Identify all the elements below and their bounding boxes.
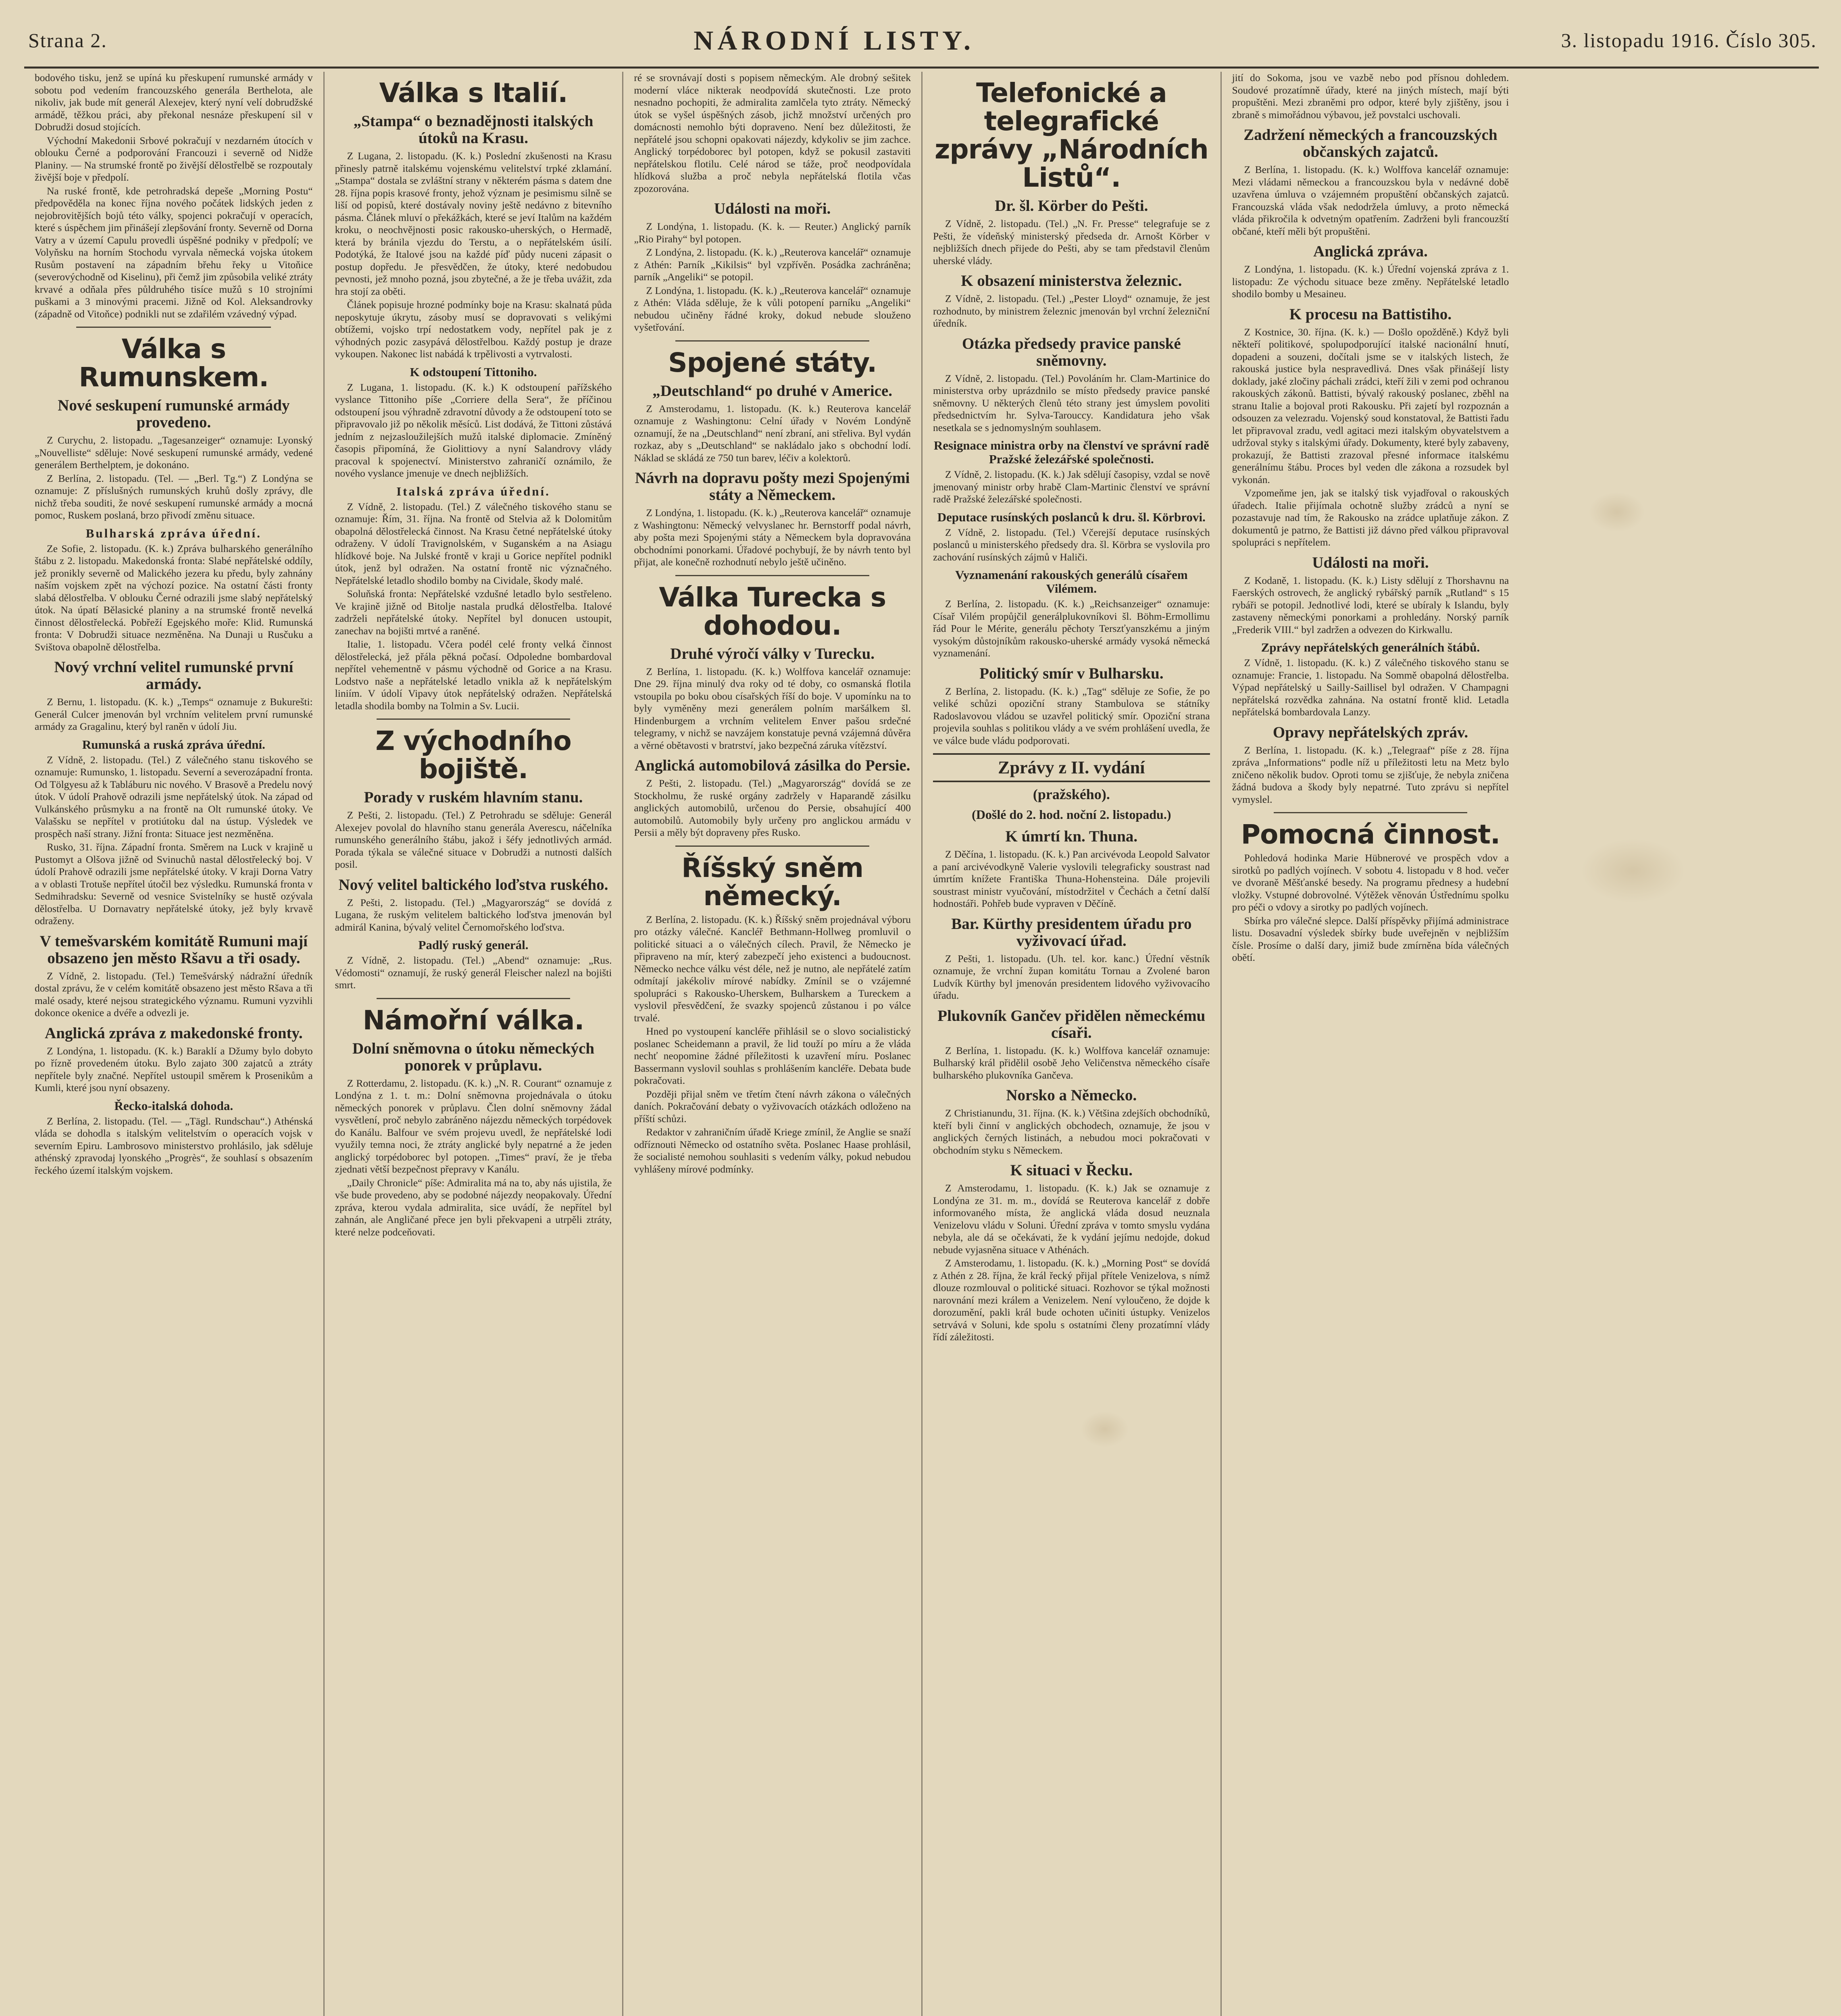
paragraph: Ze Sofie, 2. listopadu. (K. k.) Zpráva bulharského generálního štábu z 2. listopadu. Makedonská fronta: Slabé nepřátelské oddíly, jež pronikly severně od Malického jezera ku předu, byly zahnány naším vojskem zpět na výchozí pozice. Na ostatní části fronty slabá dělostřelba. V oblouku Černé odrazili jsme slabý nepřátelský útok. Na úpatí Bělasické planiny a na strumské frontě nevelká činnost dělostřelecká. Pobřeží Egejského moře: Klid. Rumunská fronta: V Dobrudži situace nezměněna. Na Dunaji u Rusčuku a Svištova obapolně dělostřelba.: [35, 542, 313, 653]
paragraph: Z Amsterodamu, 1. listopadu. (K. k.) Reuterova kancelář oznamuje z Washingtonu: Celní úřady v Novém Londýně oznamují, že na „Deutschland“ není zbraní, ani střeliva. Byl vydán rozkaz, aby s „Deutschland“ se nakládalo jako s obchodní lodí. Náklad se skládá ze 750 tun barev, léčiv a kolektorů.: [634, 402, 911, 464]
separator: [675, 340, 869, 342]
subheading: V temešvarském komitátě Rumuni mají obsazeno jen město Ršavu a tři osady.: [40, 932, 308, 967]
headline-namorni-valka: Námořní válka.: [362, 1004, 584, 1036]
subheading: Bar. Kürthy presidentem úřadu pro vyživovací úřad.: [951, 915, 1192, 950]
subheading: Bulharská zpráva úřední.: [85, 526, 262, 540]
column-3: [622, 72, 921, 2016]
paragraph: Na ruské frontě, kde petrohradská depeše „Morning Postu“ předpověděla na konec října nového počátek lidských jeden z nejobrovitějších bojů této války, spojenci pokračují v operacích, které s úspěchem jim přinášejí zlepšování fronty. Severně od Dorna Vatry a v území Capulu provedli úspěšné podniky v předpolí; ve Volyňsku na horním Stochodu vyrvala německá vojska útokem Rusům postavení na západním břehu řeky u Vitoňice (severovýchodně od Kiselinu), při čemž jim způsobila veliké ztráty krvavé a odňala přes půldruhého tisíce mužů s 10 strojními puškami a 3 minovými pracemi. Jižně od Kol. Aleksandrovky (západně od Vitoňce) podnikli nut se zdařilém vzávedný výpad.: [35, 185, 313, 320]
paragraph: Z Pešti, 1. listopadu. (Uh. tel. kor. kanc.) Úřední věstník oznamuje, že vrchní župan komitátu Tornau a Zvolené baron Ludvík Kürthy byl jmenován presidentem lidového vyživovacího úřadu.: [933, 952, 1210, 1001]
headline-risky-snem: Říšský sněm německý.: [681, 852, 864, 912]
paragraph: Z Berlína, 1. listopadu. (K. k.) „Telegraaf“ píše z 28. října zpráva „Informations“ podle níž u příležitosti letu na Metz bylo zničeno několik budov. Oproti tomu se zjišťuje, že nebyla zničena žádná budova a škody byly nepatrné. Tuto zprávu si nepřítel vymyslel.: [1232, 744, 1509, 805]
separator: [1274, 812, 1468, 813]
subheading: Otázka předsedy pravice panské sněmovny.: [962, 335, 1181, 369]
paragraph: Z Vídně, 2. listopadu. (Tel.) Z válečného tiskového stanu se oznamuje: Řím, 31. října. Na frontě od Stelvia až k Dolomitům obapolná dělostřelecká činnost. Na Krasu četné nepřátelské útoky odraženy. V údolí Travignolském, v Suganském a na Asiagu hlídkové boje. Na Julské frontě v kraji u Gorice nepřítel podnikl útok, jenž byl odražen. Na ostatní frontě nic význačného. Nepřátelské letadlo shodilo bomby na Cividale, škody malé.: [335, 500, 612, 586]
subheading: Politický smír v Bulharsku.: [979, 664, 1164, 682]
paragraph: Z Lugana, 1. listopadu. (K. k.) K odstoupení pařížského vyslance Tittoniho píše „Corriere della Sera“, že příčinou odstoupení jsou výhradně zdravotní důvody a že odstoupení toto se připravovalo již po několik měsíců. List dodává, že Tittoni zůstává jedním z nejzasloužilejších mužů italské diplomacie. Zmíněný časopis připomíná, že Giolittiovy a nyní Salandrovy vlády pracoval k spojenectví. Ministerstvo zahraničí oznámilo, že nového vyslance jmenuje ve dnech nejbližších.: [335, 381, 612, 479]
subheading: Padlý ruský generál.: [418, 938, 529, 952]
paragraph: Sbírka pro válečné slepce. Další příspěvky přijímá administrace listu. Dosavadní výsledek sbírky bude uveřejněn v nejbližším čísle. Prosíme o další dary, jimiž bude zmírněna bída válečných obětí.: [1232, 914, 1509, 963]
paragraph: Z Kodaně, 1. listopadu. (K. k.) Listy sdělují z Thorshavnu na Faerských ostrovech, že anglický rybářský parník „Rutland“ s 15 rybáři se potopil. Jednotlivé lodi, které se ubíraly k Islandu, byly zastaveny německými ponorkami a prohledány. Norský parník „Frederik VIII.“ byl zadržen a odvezen do Kirkwallu.: [1232, 574, 1509, 635]
paragraph: Z Děčína, 1. listopadu. (K. k.) Pan arcivévoda Leopold Salvator a paní arcivévodkyně Valerie vyslovili telegraficky soustrast nad úmrtím knížete Františka Thuna-Hohensteina. Dále projevili soustrast ministr vyučování, místodržitel v Čechách a četní další hodnostáři. Pohřeb bude vypraven v Děčíně.: [933, 848, 1210, 909]
headline-italie: Válka s Italií.: [379, 77, 568, 108]
subheading: Dolní sněmovna o útoku německých ponorek v průplavu.: [352, 1039, 595, 1074]
headline-spojene-staty: Spojené státy.: [668, 347, 877, 378]
subheading: K odstoupení Tittoniho.: [410, 364, 537, 379]
masthead-rule: [24, 67, 1819, 69]
paragraph: Z Londýna, 1. listopadu. (K. k. — Reuter.) Anglický parník „Rio Pirahy“ byl potopen.: [634, 221, 911, 245]
paragraph: Z Londýna, 2. listopadu. (K. k.) „Reuterova kancelář“ oznamuje z Athén: Parník „Kikilsis“ byl vzpřívěn. Posádka zachráněna; parník „Angeliki“ se potopil.: [634, 246, 911, 283]
paragraph: Z Londýna, 1. listopadu. (K. k.) „Reuterova kancelář“ oznamuje z Washingtonu: Německý velvyslanec hr. Bernstorff podal návrh, aby pošta mezi Spojenými státy a Německem byla dopravována obchodními ponorkami. Úřadové pochybují, že by návrh tento byl přijat, ale konečně rozhodnutí nebylo ještě učiněno.: [634, 507, 911, 568]
paragraph: Z Berlína, 2. listopadu. (Tel. — „Tägl. Rundschau“.) Athénská vláda se dohodla s italským velitelstvím o operacích vojsk v severním Epiru. Lambrosovo ministerstvo prohlásilo, jak sděluje athénský zpravodaj lyonského „Progrès“, že souhlasí s obsazením řeckého území italským vojskem.: [35, 1115, 313, 1176]
subheading: Opravy nepřátelských zpráv.: [1272, 723, 1468, 741]
subheading: Anglická zpráva.: [1313, 243, 1428, 260]
paragraph: Z Christianundu, 31. října. (K. k.) Většina zdejších obchodníků, kteří byli činní v anglických obchodech, oznamuje, že jsou v anglických černých listinách, a nebudou moci pokračovati v obchodním styku s Německem.: [933, 1107, 1210, 1156]
second-edition-banner: Zprávy z II. vydání: [933, 753, 1210, 782]
subheading: Zprávy nepřátelských generálních štábů.: [1261, 640, 1480, 654]
subheading: Porady v ruském hlavním stanu.: [364, 789, 583, 806]
paragraph: ré se srovnávají dosti s popisem německým. Ale drobný sešitek moderní vláce nikterak neodpovídá skutečnosti. Lze proto nesnadno pochopiti, že admiralita zamlčela tyto ztráty. Německý útok se vyšel úspěšných zásob, jichž množství určených pro domácnosti nemohlo býti dopraveno. Není bez důležitosti, že nepřátelé jsou schopni opakovati nájezdy, kdykoliv se jim zachce. Anglický torpédoborec byl potopen, když se pokusil zastaviti nepřátelskou flotilu. Celé národ se táže, proč neodpovídala hlídková služba a proč nebyla nepřátelská flotila včas zpozorována.: [634, 72, 911, 194]
separator: [675, 846, 869, 847]
paragraph: Z Amsterodamu, 1. listopadu. (K. k.) „Morning Post“ se dovídá z Athén z 28. října, že král řecký přijal přítele Venizelova, s nímž dlouze rozmlouval o politické situaci. Rozhovor se týkal možnosti narovnání mezi králem a Venizelem. Není vyloučeno, že dojde k dorozumění, pakli král bude ochoten učiniti ústupky. Venizelos setrvává v Soluni, kde spolu s ostatními členy prozatímní vlády řídí záležitosti.: [933, 1257, 1210, 1343]
masthead: [28, 16, 1817, 65]
headline-vychodni-bojiste: Z východního bojiště.: [375, 725, 571, 785]
paragraph: Z Londýna, 1. listopadu. (K. k.) Úřední vojenská zpráva z 1. listopadu: Ze východu situace beze změny. Nepřátelské letadlo shodilo bomby u Mesaineu.: [1232, 263, 1509, 300]
column-4: [921, 72, 1220, 2016]
page-number: Strana 2.: [28, 29, 107, 52]
separator: [377, 998, 571, 999]
separator: [377, 719, 571, 720]
subheading: Resignace ministra orby na členství ve správní radě Pražské železářské společnosti.: [933, 438, 1209, 466]
paragraph: Redaktor v zahraničním úřadě Kriege zmínil, že Anglie se snaží odříznouti Německo od ostatního světa. Poslanec Haase prohlásil, že socialisté nemohou souhlasiti s vedením války, pokud nebudou vyhlášeny mírové podmínky.: [634, 1126, 911, 1175]
subheading: Zadržení německých a francouzských občanských zajatců.: [1243, 126, 1497, 160]
subheading: Druhé výročí války v Turecku.: [670, 645, 875, 662]
subheading: „Deutschland“ po druhé v Americe.: [652, 382, 893, 400]
paragraph: Z Vídně, 1. listopadu. (K. k.) Z válečného tiskového stanu se oznamuje: Francie, 1. listopadu. Na Sommě obapolná dělostřelba. Výpad nepřátelský u Sailly-Saillisel byl odražen. V Champagni nepřátelská rozvědka zahnána. Na ostatní frontě klid. Letadla nepřátelská bombardovala Lanzy.: [1232, 657, 1509, 718]
subheading: Řecko-italská dohoda.: [114, 1098, 233, 1113]
subheading: Nový velitel baltického loďstva ruského.: [338, 876, 608, 893]
column-2: [323, 72, 623, 2016]
subheading: K situaci v Řecku.: [1010, 1162, 1133, 1179]
paragraph: Z Berlína, 2. listopadu. (K. k.) „Tag“ sděluje ze Sofie, že po veliké schůzi opoziční strany Stambulova se státníky Radoslavovou vládou se uzavřel politický smír. Opoziční strana projevila souhlas s politikou vlády a ve svém prohlášení uvedla, že ve válce bude vládu podporovati.: [933, 685, 1210, 746]
headline-pomocna-cinnost: Pomocná činnost.: [1241, 819, 1500, 850]
paragraph: Z Vídně, 2. listopadu. (Tel.) „Abend“ oznamuje: „Rus. Védomosti“ oznamují, že ruský generál Fleischer nalezl na bojišti smrt.: [335, 954, 612, 991]
paragraph: Z Vídně, 2. listopadu. (Tel.) Z válečného stanu tiskového se oznamuje: Rumunsko, 1. listopadu. Severní a severozápadní fronta. Od Tölgyesu až k Tabláburu nic nového. V Brasově a Predelu nový útok. V údolí Prahově odrazili jsme nepřátelský útok. Na západ od Vulkánského průsmyku a na frontě na Olt rumunské útoky. Ve Valašsku se nepřítel v protiútoku dal na ústup. Výsledek ve prospěch naší strany. Jižní fronta: Situace jest nezměněna.: [35, 754, 313, 839]
paragraph: Z Londýna, 1. listopadu. (K. k.) Baraklí a Džumy bylo dobyto po řízně provedeném útoku. Bylo zajato 300 zajatců a ztráty nepřítele byly značné. Nepřítel ustoupil směrem k Prosenikům a Kumli, které jsou nyní obsazeny.: [35, 1045, 313, 1093]
paragraph: Z Londýna, 1. listopadu. (K. k.) „Reuterova kancelář“ oznamuje z Athén: Vláda sděluje, že k vůli potopení parníku „Angeliki“ nebudou učiněny řádné kroky, dokud nebude slouženo vyšetřování.: [634, 284, 911, 333]
column-5: [1220, 72, 1520, 2016]
subheading: Rumunská a ruská zpráva úřední.: [82, 737, 265, 752]
paragraph: Pohledová hodinka Marie Hübnerové ve prospěch vdov a sirotků po padlých vojínech. V sobotu 4. listopadu v 8 hod. večer ve dvoraně Měšťanské besedy. Na programu přednesy a hudební vložky. Vstupné dobrovolné. Výtěžek věnován Ústřednímu spolku pro péči o vdovy a sirotky po padlých vojínech.: [1232, 852, 1509, 913]
subheading: Události na moři.: [1312, 554, 1429, 571]
subheading: Plukovník Gančev přidělen německému císaři.: [937, 1007, 1206, 1041]
paragraph: Z Rotterdamu, 2. listopadu. (K. k.) „N. R. Courant“ oznamuje z Londýna z 1. t. m.: Dolní sněmovna projednávala o útoku německých ponorek v průplavu. Člen dolní sněmovny žádal vysvětlení, proč nebylo zabráněno nájezdu německých torpédovek do Kanálu. Balfour ve svém projevu uvedl, že nepřátelské lodi využily temna noci, že ztráty anglické byly nepatrné a že jeden anglický torpédoborec byl potopen. „Times“ praví, že je třeba zjednati větší bezpečnost přepravy v Kanálu.: [335, 1077, 612, 1175]
paragraph: Z Berlína, 1. listopadu. (K. k.) Wolffova kancelář oznamuje: Bulharský král přidělil osobě Jeho Veličenstva německého císaře bulharského plukovníka Gančeva.: [933, 1044, 1210, 1081]
headline-telefonicke-zpravy: Telefonické a telegrafické zprávy „Národních Listů“.: [934, 77, 1208, 193]
subheading: Nové seskupení rumunské armády provedeno.: [58, 397, 290, 431]
paragraph: Z Vídně, 2. listopadu. (K. k.) Jak sdělují časopisy, vzdal se nově jmenovaný ministr orby hrabě Clam-Martinic členství ve správní radě Pražské železářské společnosti.: [933, 469, 1210, 505]
subheading: Vyznamenání rakouských generálů císařem Vilémem.: [955, 568, 1188, 596]
subheading: Návrh na dopravu pošty mezi Spojenými státy a Německem.: [635, 469, 910, 504]
paragraph: Z Curychu, 2. listopadu. „Tagesanzeiger“ oznamuje: Lyonský „Nouvelliste“ sděluje: Nové seskupení rumunské armády, vedené generálem Berthelptem, je dokonáno.: [35, 434, 313, 471]
subheading: K úmrtí kn. Thuna.: [1005, 828, 1138, 845]
paragraph: Z Berlína, 1. listopadu. (K. k.) Wolffova kancelář oznamuje: Mezi vládami německou a francouzskou byla v nedávné době uzavřena úmluva o vzájemném propuštění občanských zajatců. Francouzská vláda však nedodržela úmluvy, a proto německá vláda přikročila k odvetným opatřením. Zadrženi byli francouzští občané, kteří měli být propuštěni.: [1232, 164, 1509, 237]
paragraph: Z Vídně, 2. listopadu. (Tel.) Temešvárský nádražní úředník dostal zprávu, že v celém komitátě obsazeno jest město Ršava a tři malé osady, které nejsou strategického významu. Rumuni vyzvihli dokonce okenice a dvéře a odvezli je.: [35, 970, 313, 1018]
second-edition-subtitle: (pražského).: [1033, 786, 1110, 802]
subheading: Norsko a Německo.: [1006, 1087, 1137, 1104]
paragraph: Italie, 1. listopadu. Včera podél celé fronty velká činnost dělostřelecká, jež přála pěkná počasí. Odpoledne bombardoval nepřítel vehementně v pásmu východně od Gorice a na Krasu. Lodstvo naše a nepřátelské letadlo vnikla až k nepřátelským liniím. V údolí Vipavy útok nepřátelský odražen. Nepřátelská letadla shodila bomby na Tolmin a Sv. Lucii.: [335, 638, 612, 712]
paragraph: Z Amsterodamu, 1. listopadu. (K. k.) Jak se oznamuje z Londýna ze 31. m. m., dovídá se Reuterova kancelář z dobře informovaného místa, že anglická vláda dosud neuznala Venizelovu vládu v Soluni. Úřední zpráva v tomto smyslu vydána nebyla, ale dá se očekávati, že k vydání jejímu nedojde, dokud nebude vyjasněna situace v Athénách.: [933, 1182, 1210, 1256]
paragraph: Z Berlína, 2. listopadu. (K. k.) Říšský sněm projednával výboru pro otázky válečné. Kancléř Bethmann-Hollweg promluvil o politické situaci a o válečných cílech. Pravil, že Německo je připraveno na mír, který zabezpečí jeho existenci a budoucnost. Německo nechce válku vést déle, než je nutno, ale nepřátelé zatím odmítají jakékoliv mírové nabídky. Zmínil se o vzájemné spolupráci s Rakousko-Uherskem, Bulharskem a Tureckem a vyslovil přesvědčení, že svazky spojenců zůstanou i po válce trvalé.: [634, 913, 911, 1024]
paragraph: Článek popisuje hrozné podmínky boje na Krasu: skalnatá půda neposkytuje úkrytu, zásoby musí se dopravovati s velikými obtížemi, vojsko trpí nedostatkem vody, nepřítel pak je z výhodných pozic zasypává dělostřelbou. Každý postup je draze vykoupen. Nakonec list nabádá k trpělivosti a vytrvalosti.: [335, 299, 612, 360]
paragraph: Soluňská fronta: Nepřátelské vzdušné letadlo bylo sestřeleno. Ve krajině jižně od Bitolje nastala prudká dělostřelba. Italové zadrželi nepřátelské útoky. Nepřítel byl donucen ustoupit, zanechav na bojišti mrtvé a raněné.: [335, 588, 612, 637]
paragraph: jití do Sokoma, jsou ve vazbě nebo pod přísnou dohledem. Soudové prozatímně úřady, které na jiných místech, mají býti propuštěni. Mezi zbraněmi pro odpor, které byly zjištěny, jsou i zbraně s mimořádnou výbavou, jež povstalci uschovali.: [1232, 72, 1509, 121]
subheading: Události na moři.: [714, 200, 831, 217]
headline-turecko: Válka Turecka s dohodou.: [659, 581, 886, 641]
subheading: Italská zpráva úřední.: [396, 484, 550, 498]
subheading: „Stampa“ o beznadějnosti italských útoků na Krasu.: [353, 112, 594, 147]
separator: [76, 327, 271, 328]
paragraph: Východní Makedonii Srbové pokračují v nezdarném útocích v oblouku Černé a podporování Francouzi i severně od Nidže Planiny. — Na strumské frontě po živější dělostřelbě se rozpoutaly živější boje v předpolí.: [35, 134, 313, 183]
paragraph: bodového tisku, jenž se upíná ku přeskupení rumunské armády v sobotu pod vedením francouzského generála Berthelota, ale nikoliv, jak bude mít generál Alexejev, který nyní velí dobrudžské armádě, těžkou práci, aby překonal nesnáze přeskupení sil v Dobrudži dosud stojících.: [35, 72, 313, 133]
paragraph: Z Bernu, 1. listopadu. (K. k.) „Temps“ oznamuje z Bukurešti: Generál Culcer jmenován byl vrchním velitelem první rumunské armády za Gragalinu, který byl raněn v údolí Jiu.: [35, 696, 313, 732]
paragraph: Rusko, 31. října. Západní fronta. Směrem na Luck v krajině u Pustomyt a Olšova jižně od Svinuchů nastal dělostřelecký boj. V údolí Prahově odrazili jsme nepřátelské útoky. V kraji Dorna Vatry a v oblasti Trotuše nepřítel útočil bez výsledku. Rumunská fronta v Sedmihradsku: Severně od vesnice Svistelníky se hustě ozývala dělostřelba. U Dornavatry nepřátelské útoky, jež byly krvavě odraženy.: [35, 841, 313, 927]
paragraph: Z Pešti, 2. listopadu. (Tel.) Z Petrohradu se sděluje: Generál Alexejev povolal do hlavního stanu generála Averescu, náčelníka rumunského generálního štábu, jakož i šéfy jednotlivých armád. Porada týkala se válečné situace v Dobrudži a nutnosti dalších posil.: [335, 809, 612, 870]
column-1: [24, 72, 323, 2016]
headline-rumunsko: Válka s Rumunskem.: [79, 333, 269, 393]
subheading: Anglická automobilová zásilka do Persie.: [634, 757, 910, 774]
columns: [24, 72, 1818, 2016]
paragraph: Vzpomeňme jen, jak se italský tisk vyjadřoval o rakouských úřadech. Italie přijímala ochotně služby zrádců a nyní se pozastavuje nad tím, že Rakousko na zrádce uplatňuje zákon. Z dokumentů je patrno, že Battisti již dávno před válkou připravoval spolupráci s nepřítelem.: [1232, 487, 1509, 548]
subheading: Nový vrchní velitel rumunské první armády.: [54, 658, 294, 693]
subheading: Anglická zpráva z makedonské fronty.: [45, 1024, 303, 1042]
paragraph: Z Berlína, 2. listopadu. (Tel. — „Berl. Tg.“) Z Londýna se oznamuje: Z příslušných rumunských kruhů došly zprávy, dle nichž třeba souditi, že nové seskupení rumunské armády a mocná pomoc, Ruskem poslaná, brzo přivodí změnu situace.: [35, 472, 313, 521]
paragraph: Později přijal sněm ve třetím čtení návrh zákona o válečných daních. Pokračování debaty o vyživovacích otázkách odloženo na příští schůzi.: [634, 1088, 911, 1125]
subheading: K obsazení ministerstva železnic.: [961, 272, 1182, 289]
paragraph: Z Kostnice, 30. října. (K. k.) — Došlo opožděně.) Když byli někteří politikové, spolupodporující italské nacionální hnutí, dopadeni a souzeni, dočítali jsme se v italských listech, že rakouská justice byla nespravedlivá. Dnes však přinášejí listy doklady, jaké zločiny páchali zrádci, kteří žili v zemi pod ochranou rakouských zákonů. Battisti, bývalý rakouský poslanec, zběhl na stranu Italie a bojoval proti Rakousku. Při zajetí byl rozpoznán a odsouzen za velezradu. Vojenský soud konstatoval, že Battisti řadu let připravoval zradu, vedl agitaci mezi italským obyvatelstvem a udržoval styky s italskými úřady. Dokumenty, které byly zabaveny, prokazují, že Battisti zrazoval přesné informace italskému generálnímu štábu. Proces byl veden dle zákona a rozsudek byl vykonán.: [1232, 326, 1509, 485]
paragraph: Hned po vystoupení kancléře přihlásil se o slovo socialistický poslanec Scheidemann a pravil, že lid touží po míru a že vláda nechť neopomine žádné příležitosti k uzavření míru. Poslanec Bassermann vyslovil souhlas s prohlášením kancléře. Debata bude pokračovati.: [634, 1025, 911, 1086]
paragraph: Z Pešti, 2. listopadu. (Tel.) „Magyarország“ se dovídá z Lugana, že ruským velitelem baltického loďstva jmenován byl admirál Kanina, bývalý velitel Černomořského loďstva.: [335, 896, 612, 933]
paragraph: Z Berlína, 2. listopadu. (K. k.) „Reichsanzeiger“ oznamuje: Císař Vilém propůjčil generálplukovníkovi šl. Böhm-Ermollimu řád Pour le Mérite, generálu pěchoty Terszťyanszkému a jiným vysokým důstojníkům rakousko-uherské armády vysoká německá vyznamenání.: [933, 598, 1210, 659]
second-edition-note: (Došlé do 2. hod. noční 2. listopadu.): [972, 807, 1171, 822]
paragraph: „Daily Chronicle“ píše: Admiralita má na to, aby nás ujistila, že vše bude provedeno, aby se podobné nájezdy neopakovaly. Úřední zpráva, kterou vydala admiralita, sice uvádí, že nepřítel byl zahnán, ale Angličané přece jen byli překvapeni a utrpěli ztráty, které nelze podceňovati.: [335, 1177, 612, 1238]
paragraph: Z Vídně, 2. listopadu. (Tel.) Povoláním hr. Clam-Martinice do ministerstva orby uprázdnilo se místo předsedy pravice panské sněmovny. U některých členů této strany jest úmyslem povoliti předsednictvím hr. Sylva-Tarouccy. Kandidatura jeho však nesetkala se s jednomyslným souhlasem.: [933, 372, 1210, 433]
paragraph: Z Pešti, 2. listopadu. (Tel.) „Magyarország“ dovídá se ze Stockholmu, že ruské orgány zadržely v Haparandě zásilku anglických automobilů, určenou do Persie, obsahující 400 automobilů. Automobily byly určeny pro anglickou armádu v Persii a měly být dopraveny přes Rusko.: [634, 777, 911, 838]
paragraph: Z Vídně, 2. listopadu. (Tel.) Včerejší deputace rusínských poslanců u ministerského předsedy dra. šl. Körbra se vyslovila pro zachování rusínských zájmů v Haliči.: [933, 526, 1210, 563]
separator: [675, 575, 869, 576]
issue-date: 3. listopadu 1916. Číslo 305.: [1561, 29, 1817, 52]
paragraph: Z Vídně, 2. listopadu. (Tel.) „Pester Lloyd“ oznamuje, že jest rozhodnuto, by ministrem železnic jmenován byl vrchní železniční úředník.: [933, 293, 1210, 329]
subheading: Deputace rusínských poslanců k dru. šl. Körbrovi.: [937, 510, 1206, 524]
paragraph: Z Lugana, 2. listopadu. (K. k.) Poslední zkušenosti na Krasu přinesly patrně italskému vojenskému velitelství trpké zklamání. „Stampa“ dostala se zvláštní strany v některém pásma s datem dne 28. října popis krasové fronty, jehož význam je pesimismu silně se liší od popisů, které dostávaly noviny ještě nedávno z bitevního pásma. Článek mluví o překážkách, které se jeví Italům na každém kroku, o neochvějnosti posic rakousko-uherských, o Hermadě, která by bránila vjezdu do Terstu, a o nepřátelském úsilí. Podotýká, že Italové jsou na každé píď půdy nuceni zápasit o postup dopředu. Je přesvědčen, že útoky, které nedobudou pevnosti, jež mnoho pozná, jsou zbytečné, a že je třeba uvážit, zda hra stojí za oběti.: [335, 150, 612, 297]
paragraph: Z Vídně, 2. listopadu. (Tel.) „N. Fr. Presse“ telegrafuje se z Pešti, že vídeňský ministerský předseda dr. Arnošt Körber v nejbližších dnech přijede do Pešti, aby se tam představil členům uherské vlády.: [933, 218, 1210, 267]
newspaper-title: NÁRODNÍ LISTY.: [693, 25, 975, 56]
subheading: K procesu na Battistiho.: [1289, 305, 1452, 323]
subheading: Dr. šl. Körber do Pešti.: [995, 197, 1148, 215]
paragraph: Z Berlína, 1. listopadu. (K. k.) Wolffova kancelář oznamuje: Dne 29. října minulý dva roky od té doby, co osmanská flotila vstoupila po boku obou císařských říší do boje. V upomínku na to byly vyměněny mezi generálem polním maršálkem šl. Hindenburgem a vrchním velitelem Enver pašou srdečné telegramy, v nichž se navzájem konstatuje pevná vzájemná důvěra a věrné obětavosti v bratrství, jako bezpečná záruka vítězství.: [634, 665, 911, 751]
